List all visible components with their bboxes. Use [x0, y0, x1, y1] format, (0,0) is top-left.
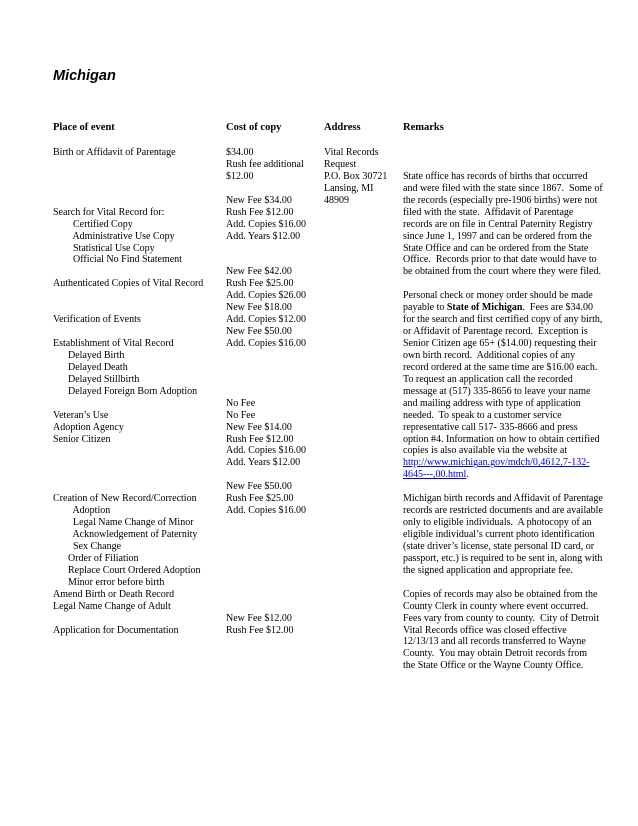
place-of-event-line: Legal Name Change of Adult — [53, 600, 171, 612]
cost-line: Add. Copies $12.00 — [226, 314, 306, 326]
cost-line: Add. Years $12.00 — [226, 230, 301, 242]
place-of-event-line: Senior Citizen — [53, 433, 111, 445]
header-place-of-event: Place of event — [53, 122, 115, 133]
remarks-line: only to eligible individuals. A photocopy of an — [403, 517, 592, 529]
remarks-line — [403, 577, 635, 589]
cost-of-copy-column — [226, 147, 321, 636]
place-of-event-line: Birth or Affidavit of Parentage — [53, 147, 176, 158]
cost-line — [226, 529, 321, 541]
remarks-line — [403, 457, 635, 469]
remarks-line: message at (517) 335-8656 to leave your name — [403, 385, 591, 397]
remarks-line: County. You may obtain Detroit records from — [403, 648, 588, 660]
cost-line: Rush Fee $12.00 — [226, 624, 294, 636]
remarks-line: copies is also available via the website at — [403, 445, 568, 457]
remarks-line: Senior Citizen age 65+ ($14.00) requesting their — [403, 338, 597, 350]
place-of-event-line: Verification of Events — [53, 314, 141, 326]
cost-line — [226, 553, 321, 565]
remarks-line: own birth record. Additional copies of any — [403, 349, 576, 361]
remarks-line: the State Office or the Wayne County Office. — [403, 660, 584, 672]
remarks-line: Copies of records may also be obtained from the — [403, 588, 598, 600]
place-of-event-line: Amend Birth or Death Record — [53, 588, 175, 600]
place-of-event-line: Delayed Birth — [53, 349, 125, 361]
remarks-line: Vital Records office was closed effective — [403, 624, 567, 636]
cost-line: New Fee $12.00 — [226, 612, 292, 624]
address-line: 48909 — [324, 194, 349, 206]
cost-line: Add. Copies $16.00 — [226, 445, 306, 457]
place-of-event-line — [53, 398, 223, 410]
cost-line — [226, 374, 321, 386]
remarks-line: since June 1, 1997 and can be ordered from the — [403, 230, 592, 242]
header-remarks: Remarks — [403, 122, 444, 133]
cost-line — [226, 350, 321, 362]
cost-line: Rush Fee $25.00 — [226, 493, 294, 505]
place-of-event-line — [53, 266, 223, 278]
remarks-line: Michigan birth records and Affidavit of Parentage — [403, 493, 603, 505]
place-of-event-line: Certified Copy — [53, 218, 133, 230]
cost-line: New Fee $34.00 — [226, 194, 292, 206]
place-of-event-line: Application for Documentation — [53, 624, 179, 636]
cost-line: Rush Fee $12.00 — [226, 433, 294, 445]
remarks-line: filed with the state. Affidavit of Parentage — [403, 206, 574, 218]
remarks-line: representative call 517- 335-8666 and press — [403, 421, 578, 433]
place-of-event-line: Acknowledgement of Paternity — [53, 529, 198, 540]
remarks-line — [403, 481, 635, 493]
remarks-line: the signed application and appropriate fee. — [403, 564, 573, 576]
cost-line — [226, 243, 321, 255]
cost-line: Rush Fee $25.00 — [226, 278, 294, 290]
address-line: P.O. Box 30721 — [324, 170, 388, 182]
remarks-line: 12/13/13 and all records transferred to Wayne — [403, 636, 586, 648]
remarks-line: for the search and first certified copy of any birth, — [403, 314, 603, 326]
place-of-event-line: Administrative Use Copy — [53, 230, 175, 242]
place-of-event-line: Adoption — [53, 505, 111, 517]
cost-line: Rush Fee $12.00 — [226, 206, 294, 218]
cost-line: Add. Copies $16.00 — [226, 218, 306, 230]
place-of-event-line: Search for Vital Record for: — [53, 206, 165, 218]
cost-line: $34.00 — [226, 147, 254, 158]
place-of-event-line: Delayed Foreign Born Adoption — [53, 385, 198, 397]
remarks-line: needed. To speak to a customer service — [403, 409, 562, 421]
remarks-line — [403, 278, 635, 290]
cost-line: No Fee — [226, 409, 256, 421]
address-line: Vital Records — [324, 147, 379, 158]
place-of-event-line: Adoption Agency — [53, 421, 124, 433]
cost-line: Add. Copies $16.00 — [226, 338, 306, 349]
cost-line: Rush fee additional — [226, 158, 304, 170]
cost-line — [226, 589, 321, 601]
remarks-line: be obtained from the court where they were filed. — [403, 266, 601, 278]
cost-line: Add. Copies $26.00 — [226, 290, 306, 302]
place-of-event-line: Minor error before birth — [53, 576, 165, 588]
place-of-event-line: Legal Name Change of Minor — [53, 517, 194, 529]
cost-line: New Fee $50.00 — [226, 326, 292, 338]
cost-line: New Fee $50.00 — [226, 481, 292, 493]
place-of-event-line: Creation of New Record/Correction — [53, 493, 197, 505]
place-of-event-line — [53, 457, 223, 469]
remarks-line: Personal check or money order should be made — [403, 290, 593, 302]
place-of-event-line: Sex Change — [53, 540, 122, 552]
cost-line — [226, 362, 321, 374]
cost-line: Add. Years $12.00 — [226, 457, 301, 469]
place-of-event-line — [53, 195, 223, 207]
remarks-line — [403, 302, 635, 314]
remarks-line: To request an application call the recorded — [403, 373, 573, 385]
place-of-event-line: Official No Find Statement — [53, 254, 182, 266]
remarks-column — [403, 147, 635, 672]
remarks-line: records are restricted documents and are available — [403, 505, 603, 517]
place-of-event-line — [53, 302, 223, 314]
cost-line — [226, 386, 321, 398]
place-of-event-line — [53, 481, 223, 493]
place-of-event-line: Establishment of Vital Record — [53, 338, 174, 349]
page-title: Michigan — [53, 68, 116, 84]
state-of-michigan-bold: State of Michigan — [446, 302, 523, 314]
remarks-line: the records (especially pre-1906 births) were not — [403, 194, 598, 206]
cost-line — [226, 541, 321, 553]
header-address: Address — [324, 122, 361, 133]
remarks-line: eligible individual’s current photo identification — [403, 529, 595, 541]
place-of-event-line: Order of Filiation — [53, 552, 139, 564]
place-of-event-line: Authenticated Copies of Vital Record — [53, 278, 204, 290]
remarks-line: Office. Records prior to that date would have to — [403, 254, 597, 266]
cost-line — [226, 601, 321, 613]
cost-line — [226, 577, 321, 589]
remarks-line: and were filed with the state since 1867. Some of — [403, 182, 603, 194]
address-line: Lansing, MI — [324, 182, 374, 194]
place-of-event-line — [53, 613, 223, 625]
remarks-line: Fees vary from county to county. City of Detroit — [403, 612, 599, 624]
place-of-event-line — [53, 171, 223, 183]
cost-line: New Fee $42.00 — [226, 266, 292, 278]
remarks-text: . Fees are $34.00 — [522, 302, 593, 314]
mdch-website-link[interactable]: http://www.michigan.gov/mdch/0,4612,7-132- — [403, 457, 590, 469]
place-of-event-line: Statistical Use Copy — [53, 242, 155, 254]
remarks-line: record ordered at the same time are $16.00 each. — [403, 361, 598, 373]
mdch-website-link-continued[interactable]: 4645---,00.html — [403, 469, 467, 481]
address-column — [324, 147, 400, 207]
header-cost-of-copy: Cost of copy — [226, 122, 282, 133]
place-of-event-line: Delayed Death — [53, 361, 128, 373]
cost-line: New Fee $18.00 — [226, 302, 292, 314]
cost-line — [226, 517, 321, 529]
remarks-line — [403, 469, 635, 481]
remarks-line: option #4. Information on how to obtain certified — [403, 433, 600, 445]
cost-line — [226, 469, 321, 481]
place-of-event-line — [53, 159, 223, 171]
cost-line — [226, 254, 321, 266]
cost-line: Add. Copies $16.00 — [226, 505, 306, 517]
place-of-event-line — [53, 326, 223, 338]
address-line: Request — [324, 158, 357, 170]
place-of-event-line: Veteran’s Use — [53, 409, 109, 421]
remarks-line: State Office and can be ordered from the State — [403, 242, 589, 254]
cost-line: No Fee — [226, 397, 256, 409]
remarks-line: (state driver’s license, state personal ID card, or — [403, 540, 595, 552]
place-of-event-line — [53, 469, 223, 481]
cost-line — [226, 565, 321, 577]
place-of-event-line: Delayed Stillbirth — [53, 373, 140, 385]
remarks-line: State office has records of births that occurred — [403, 170, 588, 182]
remarks-line: passport, etc.) is required to be sent in, along with — [403, 552, 603, 564]
place-of-event-line: Replace Court Ordered Adoption — [53, 564, 201, 576]
cost-line: New Fee $14.00 — [226, 421, 292, 433]
place-of-event-column — [53, 147, 223, 636]
cost-line: $12.00 — [226, 170, 254, 182]
remarks-line: and mailing address with type of application — [403, 397, 581, 409]
link-period: . — [466, 469, 469, 481]
place-of-event-line — [53, 290, 223, 302]
remarks-line: County Clerk in county where event occurred. — [403, 600, 589, 612]
place-of-event-line — [53, 183, 223, 195]
place-of-event-line — [53, 445, 223, 457]
cost-line — [226, 183, 321, 195]
remarks-line: records are on file in Central Paternity Registry — [403, 218, 593, 230]
remarks-text: payable to — [403, 302, 447, 314]
remarks-line: or Affidavit of Parentage record. Exception is — [403, 326, 588, 338]
